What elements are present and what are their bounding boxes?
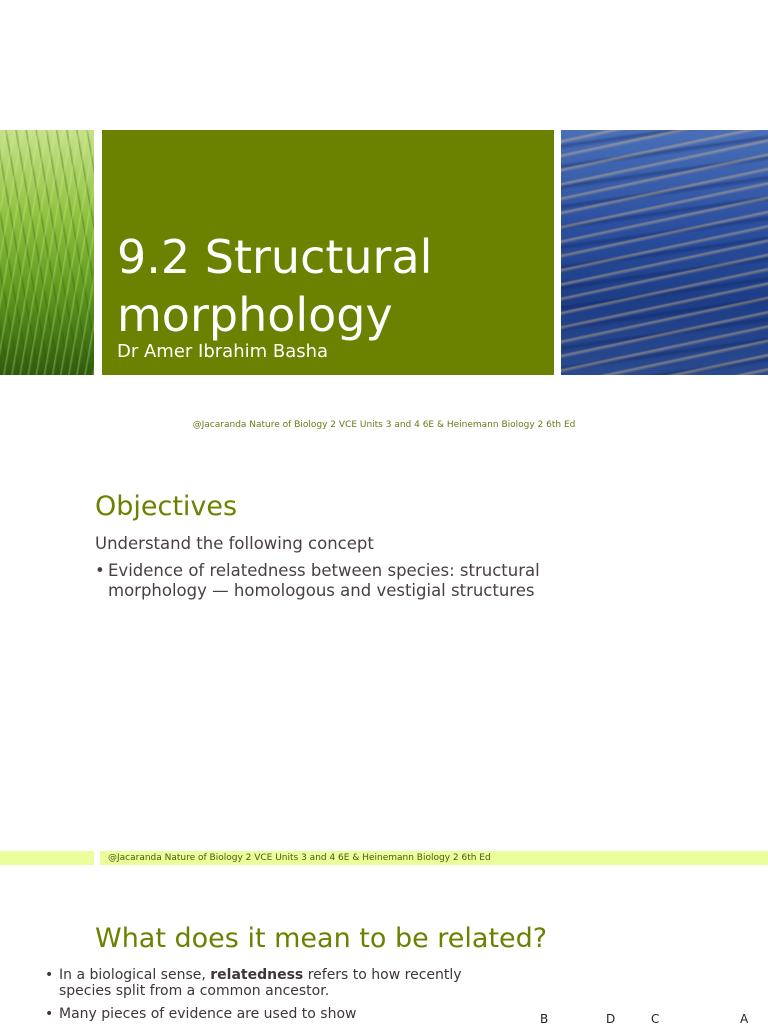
evidence-text: Many pieces of evidence are used to show (59, 1006, 357, 1022)
relatedness-term: relatedness (210, 967, 304, 983)
bullet-icon: • (45, 1006, 54, 1022)
slide-title (117, 228, 547, 344)
related-heading: What does it mean to be related? (95, 923, 548, 954)
tree-label-a: A (740, 1012, 749, 1026)
tree-label-c: C (651, 1012, 660, 1026)
grass-image (0, 130, 94, 375)
evidence-bullet (45, 1006, 465, 1022)
objectives-intro: Understand the following concept (95, 534, 374, 553)
objective-bullet (95, 561, 615, 601)
bullet-icon: • (45, 967, 54, 983)
source-credit: @Jacaranda Nature of Biology 2 VCE Units 3 and 4 6E & Heinemann Biology 2 6th Ed (192, 420, 576, 430)
slide-title-text: 9.2 Structural morphology (117, 230, 433, 342)
bullet-icon: • (95, 561, 105, 580)
author-name: Dr Amer Ibrahim Basha (117, 341, 329, 362)
relatedness-text: In a biological sense, relatedness refers to how recently species split from a common ancestor. (59, 967, 462, 999)
water-image (561, 130, 768, 375)
tree-label-d: D (606, 1012, 616, 1026)
objective-text: Evidence of relatedness between species: structural morphology — homologous and vestigial structures (108, 561, 540, 600)
footer-divider (94, 851, 100, 865)
objectives-heading: Objectives (95, 491, 238, 522)
tree-label-b: B (540, 1012, 549, 1026)
relatedness-bullet (45, 967, 465, 999)
footer-credit: @Jacaranda Nature of Biology 2 VCE Units 3 and 4 6E & Heinemann Biology 2 6th Ed (108, 853, 491, 863)
